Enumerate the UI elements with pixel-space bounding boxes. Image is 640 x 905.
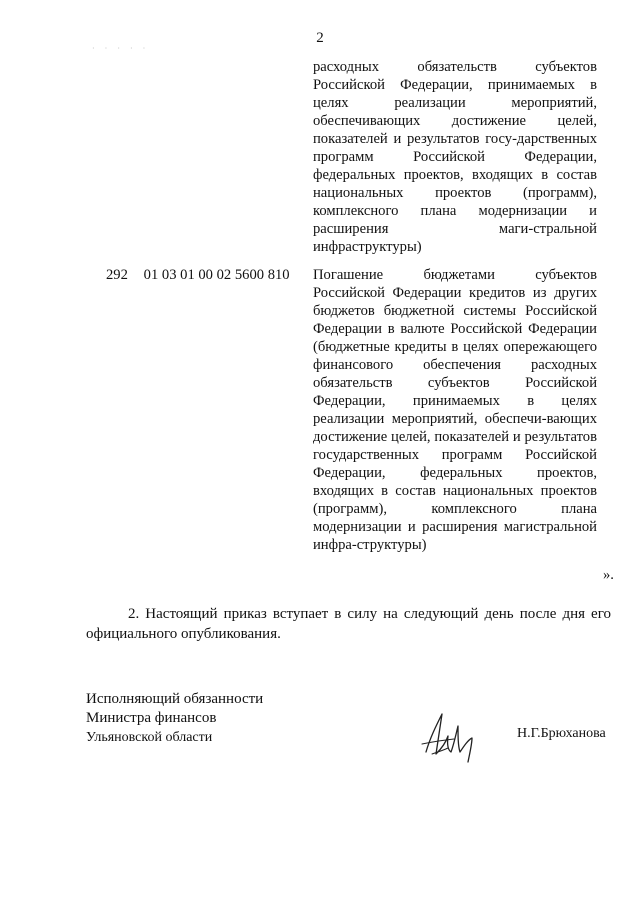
- table-row-description: Погашение бюджетами субъектов Российской Федерации кредитов из других бюджетов бюджетной системы Российской Федерации в валюте Российской Федерации (бюджетные кредиты в целях опережающего финансового обеспечения расходных обязательств субъектов Российской Федерации, принимаемых в целях реализации мероприятий, обеспечи-вающих достижение целей, показателей и результатов государственных программ Российской Федерации, федеральных проектов, входящих в состав национальных проектов (программ), комплексного плана модернизации и расширения магистральной инфра-структуры): [313, 267, 597, 553]
- scan-noise-dots: · · · · ·: [92, 44, 150, 53]
- handwritten-signature: [418, 708, 488, 766]
- admin-code: 292: [106, 267, 128, 283]
- signature-block: [86, 690, 263, 747]
- signer-name: Н.Г.Брюханова: [517, 726, 606, 741]
- signer-title-line-3: Ульяновской области: [86, 730, 213, 745]
- signer-title-line-1: Исполняющий обязанности: [86, 691, 264, 707]
- budget-classification-code: 01 03 01 00 02 5600 810: [143, 267, 290, 283]
- table-row-continued-description: расходных обязательств субъектов Российской Федерации, принимаемых в целях реализации мероприятий, обеспечивающих достижение целей, показателей и результатов госу-дарственных программ Российской Федерации, федеральных проектов, входящих в состав национальных проектов (программ), комплексного плана модернизации и расширения маги-стральной инфраструктуры): [313, 59, 597, 255]
- page-number: 2: [316, 30, 324, 46]
- paragraph-effective-date: 2. Настоящий приказ вступает в силу на следующий день после дня его официального опубликования.: [86, 606, 611, 642]
- table-row-codes: [106, 266, 290, 284]
- closing-quote: ».: [603, 567, 614, 583]
- signer-title-line-2: Министра финансов: [86, 710, 217, 726]
